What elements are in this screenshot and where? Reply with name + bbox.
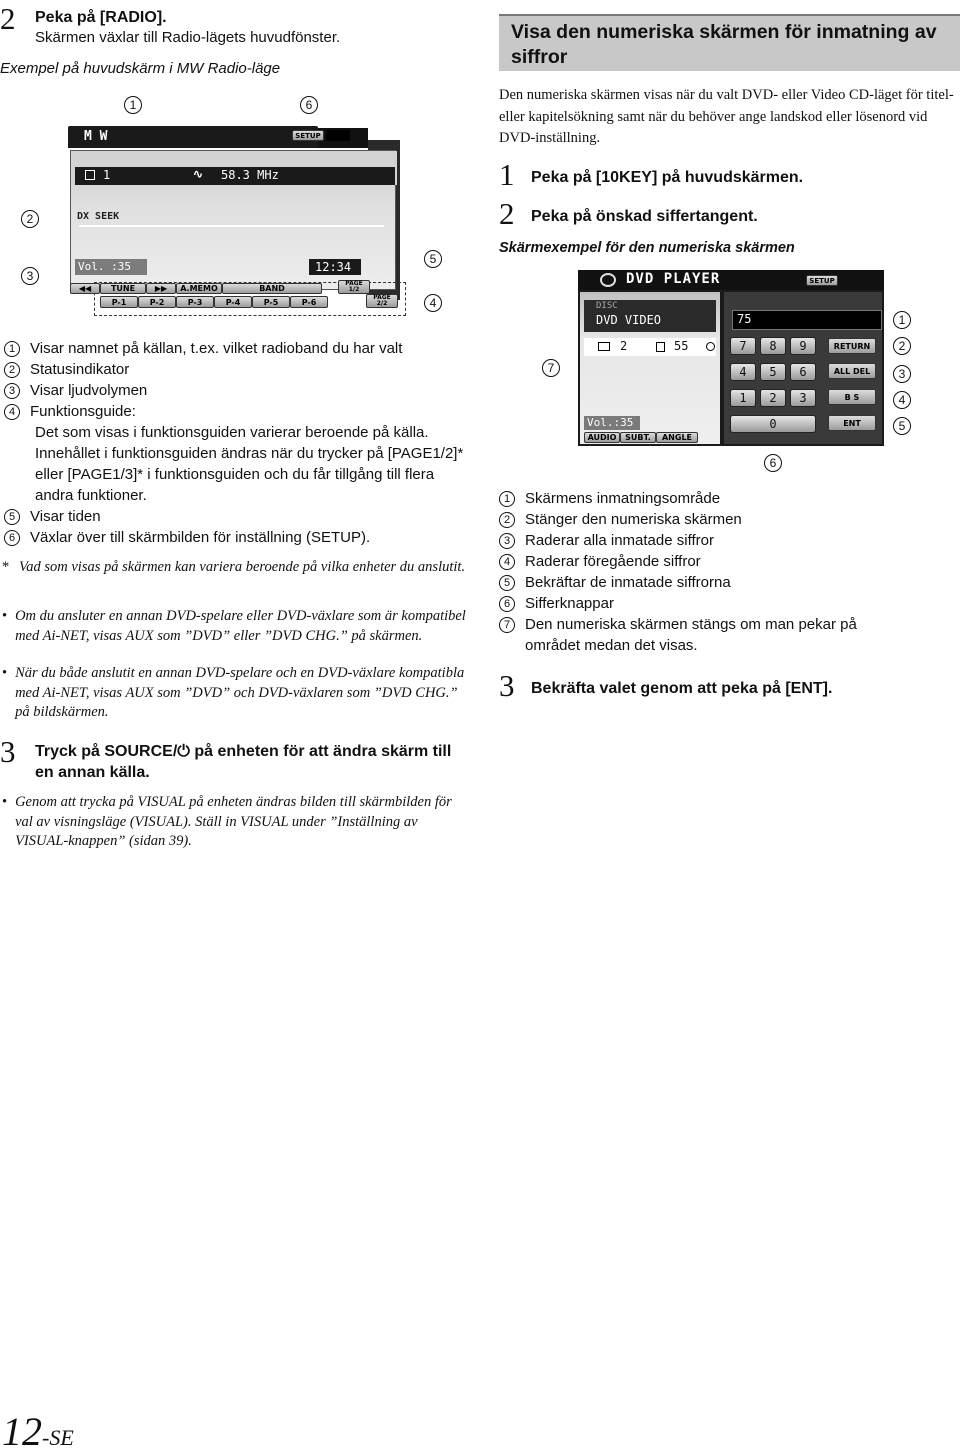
legend-item: 4 Funktionsguide:	[4, 401, 474, 422]
preset-icon	[85, 170, 95, 180]
folder-icon	[598, 342, 610, 351]
legend-item: 2 Statusindikator	[4, 359, 474, 380]
legend-item: 1 Skärmens inmatningsområde	[499, 488, 939, 509]
step-title: Peka på [RADIO].	[35, 9, 167, 26]
digit-key-5[interactable]: 5	[760, 363, 786, 381]
frequency-bar	[75, 167, 395, 185]
seek-up-button[interactable]: ▶▶	[146, 283, 176, 294]
callout: 5	[424, 250, 442, 268]
disc-type: DVD VIDEO	[596, 313, 662, 327]
callout: 4	[893, 391, 911, 409]
backspace-button[interactable]: B S	[828, 389, 876, 405]
page-button-1[interactable]: PAGE 1/2	[338, 280, 370, 294]
digit-key-4[interactable]: 4	[730, 363, 756, 381]
callout: 7	[542, 359, 560, 377]
digit-key-8[interactable]: 8	[760, 337, 786, 355]
signal-icon: ∿	[193, 167, 204, 181]
callout: 6	[764, 454, 782, 472]
step-number: 3	[499, 668, 515, 703]
step-title: Bekräfta valet genom att peka på [ENT].	[531, 680, 833, 697]
section-title-box	[499, 14, 960, 71]
entry-field	[732, 310, 882, 330]
bullet-dot: •	[2, 665, 8, 681]
chapter-bar	[584, 338, 716, 356]
callout: 3	[893, 365, 911, 383]
bullet-dot: •	[2, 608, 8, 624]
dvd-header	[578, 270, 884, 290]
status-indicator: DX SEEK	[77, 211, 120, 222]
digit-key-3[interactable]: 3	[790, 389, 816, 407]
page-button-2[interactable]: PAGE 2/2	[366, 294, 398, 308]
frequency: 58.3 MHz	[221, 168, 279, 182]
dvd-player-title: DVD PLAYER	[626, 271, 721, 287]
bullet-dot: •	[2, 794, 8, 810]
legend-item: 6 Sifferknappar	[499, 593, 939, 614]
chapter-number: 55	[674, 339, 689, 353]
setup-button[interactable]: SETUP	[292, 130, 324, 141]
legend-item: 3 Raderar alla inmatade siffror	[499, 530, 939, 551]
preset-key[interactable]: P-6	[290, 296, 328, 308]
volume-box	[584, 416, 640, 430]
radio-screen-figure	[0, 90, 470, 330]
entry-value: 75	[737, 312, 752, 326]
legend-detail: Det som visas i funktionsguiden varierar beroende på källa. Innehållet i funktionsguiden ändras när du trycker på [PAGE1/2]* eller [PAGE1/3]* i funktionsguiden och du får tillgång till flera andra funktioner.	[35, 424, 464, 504]
step-title: Tryck på SOURCE/⏻ på enheten för att ändra skärm till en annan källa.	[35, 743, 452, 781]
callout: 5	[893, 417, 911, 435]
preset-key[interactable]: P-1	[100, 296, 138, 308]
step-number: 1	[499, 157, 515, 192]
bullet-item: • Genom att trycka på VISUAL på enheten ändras bilden till skärmbilden för val av visningsläge (VISUAL). Ställ in VISUAL under ”Inställning av VISUAL-knappen” (sidan 39).	[2, 793, 468, 852]
footnote-mark: *	[2, 559, 10, 575]
band-button[interactable]: BAND	[222, 283, 322, 294]
radio-header-bar	[68, 126, 318, 148]
all-delete-button[interactable]: ALL DEL	[828, 363, 876, 379]
legend-item: 3 Visar ljudvolymen	[4, 380, 474, 401]
angle-button[interactable]: ANGLE	[656, 432, 698, 443]
chapter-icon	[656, 342, 665, 352]
step-number: 3	[0, 734, 16, 769]
example-caption: Exempel på huvudskärm i MW Radio-läge	[0, 60, 281, 77]
volume-text: Vol.:35	[587, 416, 634, 429]
legend-item: 7 Den numeriska skärmen stängs om man pekar på området medan det visas.	[499, 614, 939, 656]
legend-item: 4 Raderar föregående siffror	[499, 551, 939, 572]
intro-text: Den numeriska skärmen visas när du valt DVD- eller Video CD-läget för titel- eller kapitelsökning samt när du behöver ange landskod eller lösenord vid DVD-inställning.	[499, 87, 954, 146]
band-label: M W	[84, 129, 108, 144]
digit-key-7[interactable]: 7	[730, 337, 756, 355]
step-number: 2	[0, 1, 16, 36]
legend-right	[499, 488, 939, 656]
page-suffix: -SE	[42, 1425, 74, 1450]
audio-button[interactable]: AUDIO	[584, 432, 620, 443]
clock: 12:34	[315, 260, 352, 274]
step-title: Peka på önskad siffertangent.	[531, 208, 758, 225]
setup-button[interactable]: SETUP	[806, 275, 838, 286]
callout: 3	[21, 267, 39, 285]
digit-key-0[interactable]: 0	[730, 415, 816, 433]
legend-item: 5 Visar tiden	[4, 506, 474, 527]
disc-label: DISC	[596, 301, 618, 311]
callout: 2	[21, 210, 39, 228]
callout: 1	[124, 96, 142, 114]
legend-left	[4, 338, 474, 548]
callout: 4	[424, 294, 442, 312]
example-caption: Skärmexempel för den numeriska skärmen	[499, 240, 795, 256]
subtitle-button[interactable]: SUBT.	[620, 432, 656, 443]
preset-key[interactable]: P-5	[252, 296, 290, 308]
preset-key[interactable]: P-3	[176, 296, 214, 308]
legend-item: 2 Stänger den numeriska skärmen	[499, 509, 939, 530]
legend-item: 5 Bekräftar de inmatade siffrorna	[499, 572, 939, 593]
step-number: 2	[499, 196, 515, 231]
return-button[interactable]: RETURN	[828, 338, 876, 354]
bullet-item: • Om du ansluter en annan DVD-spelare eller DVD-växlare som är kompatibel med Ai-NET, visas AUX som ”DVD” eller ”DVD CHG.” på skärmen.	[2, 607, 468, 646]
seek-down-button[interactable]: ◀◀	[70, 283, 100, 294]
section-title: Visa den numeriska skärmen för inmatning av siffror	[511, 21, 937, 68]
dvd-numeric-screen	[578, 270, 884, 446]
footnote: Vad som visas på skärmen kan variera beroende på vilka enheter du anslutit.	[19, 559, 466, 575]
callout: 6	[300, 96, 318, 114]
dvd-info-panel[interactable]	[580, 292, 720, 444]
callout: 2	[893, 337, 911, 355]
digit-key-2[interactable]: 2	[760, 389, 786, 407]
volume-text: Vol. :35	[78, 260, 131, 273]
page-number-value: 12	[2, 1409, 42, 1454]
digit-key-6[interactable]: 6	[790, 363, 816, 381]
digit-key-9[interactable]: 9	[790, 337, 816, 355]
legend-item: 1 Visar namnet på källan, t.ex. vilket radioband du har valt	[4, 338, 474, 359]
folder-number: 2	[620, 339, 628, 353]
digit-key-1[interactable]: 1	[730, 389, 756, 407]
callout: 1	[893, 311, 911, 329]
radio-display	[70, 150, 396, 290]
step-subtitle: Skärmen växlar till Radio-lägets huvudfönster.	[35, 29, 341, 46]
clock-box	[309, 259, 361, 275]
enter-button[interactable]: ENT	[828, 415, 876, 431]
step-title: Peka på [10KEY] på huvudskärmen.	[531, 169, 804, 186]
clock-icon	[706, 342, 715, 351]
preset-key[interactable]: P-4	[214, 296, 252, 308]
bullet-item: • När du både anslutit en annan DVD-spelare och en DVD-växlare kompatibla med Ai-NET, visas AUX som ”DVD” och DVD-växlaren som ”DVD CHG.” på bildskärmen.	[2, 664, 468, 723]
preset-key[interactable]: P-2	[138, 296, 176, 308]
amemo-button[interactable]: A.MEMO	[176, 283, 222, 294]
preset-number: 1	[103, 168, 111, 182]
page-number	[2, 1408, 74, 1455]
legend-item: 6 Växlar över till skärmbilden för inställning (SETUP).	[4, 527, 474, 548]
tune-button[interactable]: TUNE	[100, 283, 146, 294]
disc-icon	[600, 273, 616, 287]
volume-box	[75, 259, 147, 275]
disc-info	[584, 300, 716, 332]
